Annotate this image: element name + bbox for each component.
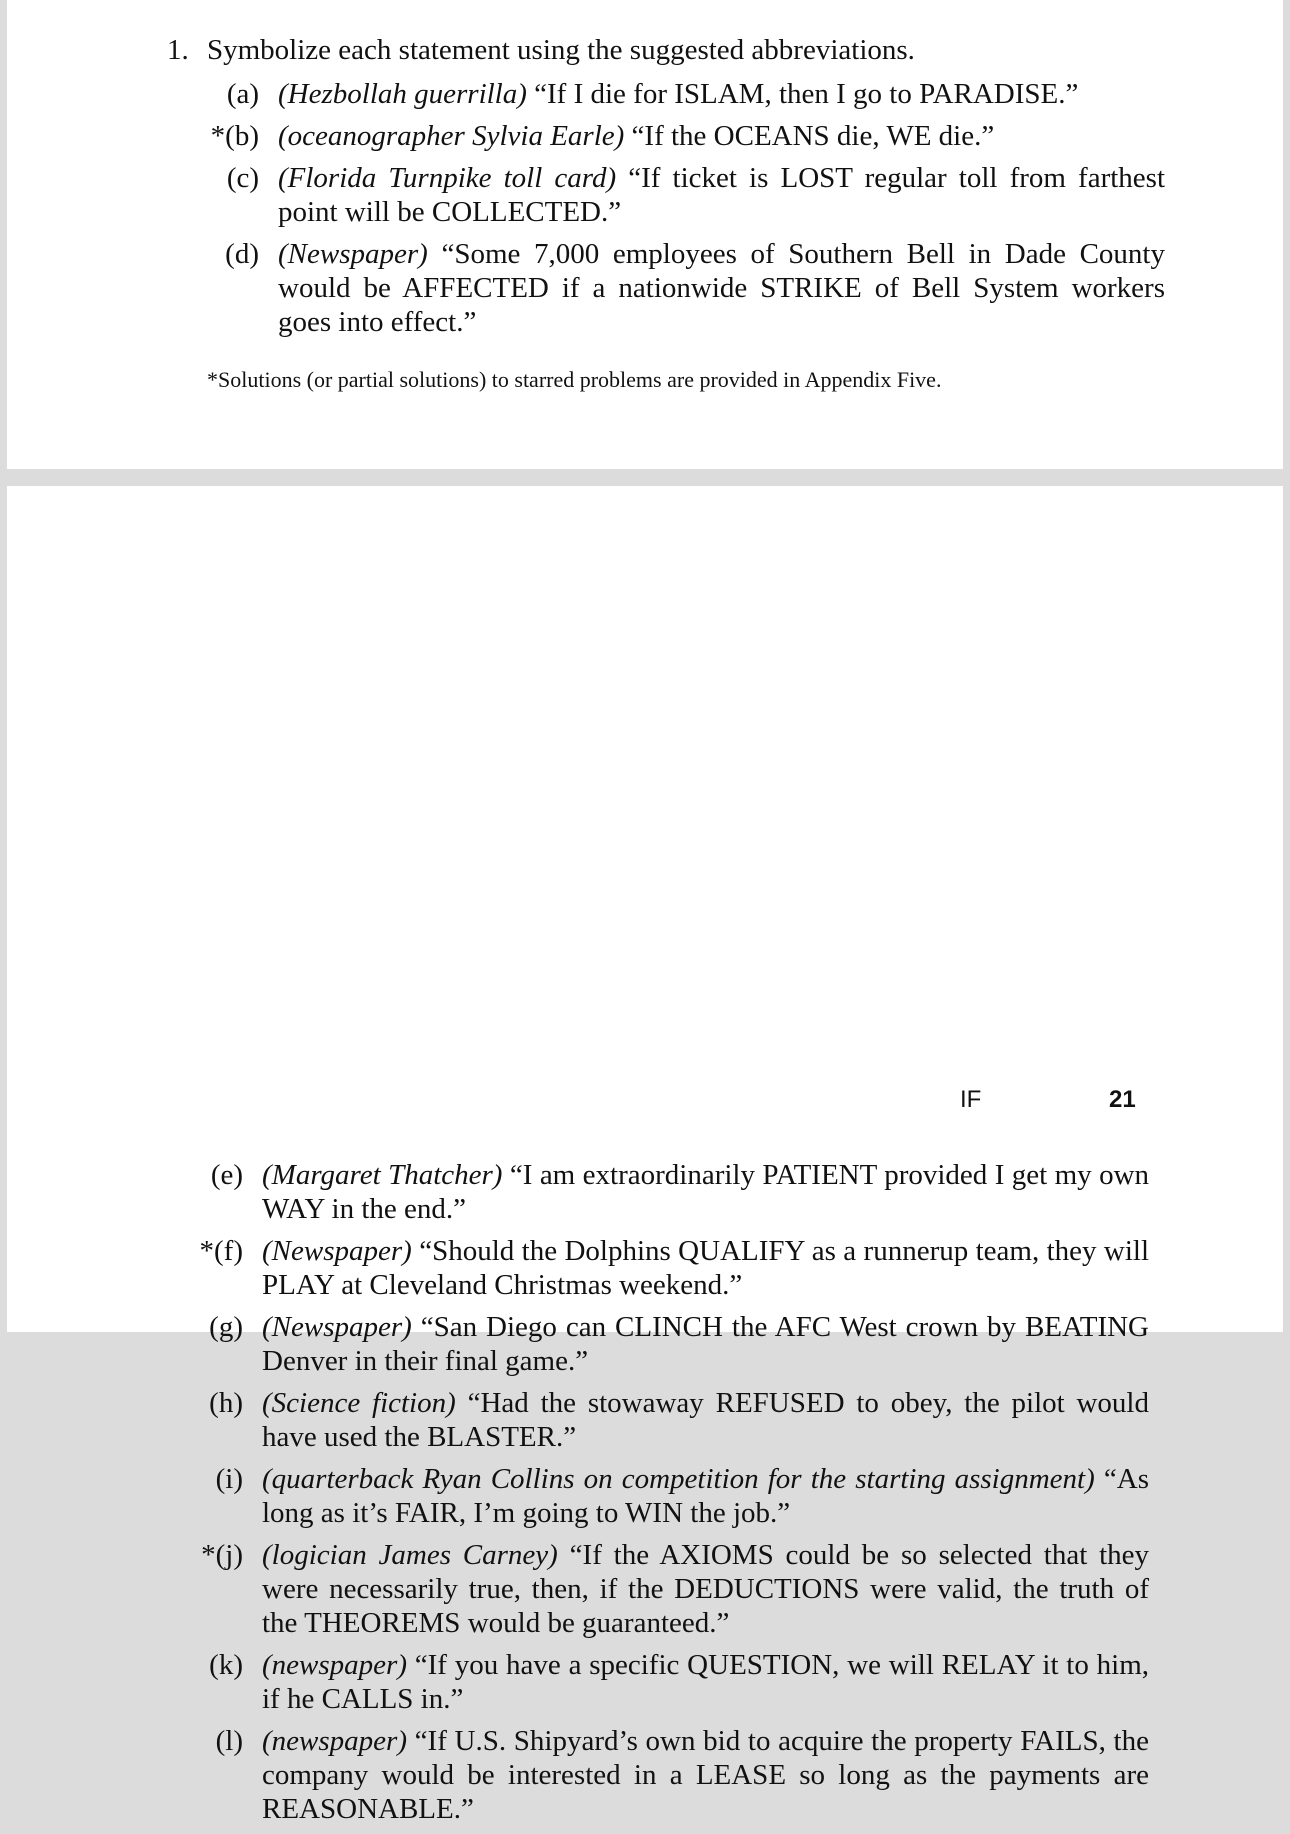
exercise-list-bottom (183, 1158, 1149, 1834)
item-source: (Florida Turnpike toll card) (278, 162, 617, 194)
exercise-item (183, 1648, 1149, 1716)
exercise-item (199, 77, 1165, 111)
footnote: *Solutions (or partial solutions) to starred problems are provided in Appendix Five. (207, 367, 942, 392)
problem-heading (167, 33, 915, 67)
item-quote: “If ticket is LOST regular toll from farthest point will be COLLECTED.” (278, 162, 1166, 228)
item-quote: “Some 7,000 employees of Southern Bell in Dade County would be AFFECTED if a nationwide STRIKE of Bell System workers goes into effect.” (278, 238, 1165, 338)
page-bottom (7, 486, 1283, 1825)
item-label: (k) (209, 1649, 243, 1681)
item-label: *(f) (199, 1235, 243, 1267)
exercise-item (199, 119, 1165, 153)
item-source: (Hezbollah guerrilla) (278, 78, 527, 110)
exercise-item (199, 237, 1165, 339)
item-source: (newspaper) (262, 1649, 407, 1681)
item-quote: “San Diego can CLINCH the AFC West crown by BEATING Denver in their final game.” (262, 1311, 1150, 1377)
item-quote: “I am extraordinarily PATIENT provided I get my own WAY in the end.” (262, 1159, 1150, 1225)
running-head-title: IF (960, 1086, 982, 1113)
exercise-item (183, 1234, 1149, 1302)
item-quote: “Had the stowaway REFUSED to obey, the pilot would have used the BLASTER.” (262, 1387, 1149, 1453)
item-source: (Margaret Thatcher) (262, 1159, 503, 1191)
exercise-item (183, 1724, 1149, 1826)
item-label: (h) (209, 1387, 243, 1419)
item-source: (quarterback Ryan Collins on competition for the starting assignment) (262, 1463, 1095, 1495)
page-top (7, 0, 1283, 469)
exercise-list-top (199, 77, 1165, 347)
item-quote: “Should the Dolphins QUALIFY as a runnerup team, they will PLAY at Cleveland Christmas weekend.” (262, 1235, 1150, 1301)
item-source: (Newspaper) (262, 1311, 412, 1343)
item-label: (d) (225, 238, 259, 270)
exercise-item (183, 1158, 1149, 1226)
item-quote: “As long as it’s FAIR, I’m going to WIN the job.” (262, 1463, 1149, 1529)
item-source: (Newspaper) (262, 1235, 412, 1267)
item-label: (i) (215, 1463, 243, 1495)
item-quote: “If the AXIOMS could be so selected that they were necessarily true, then, if the DEDUCTIONS were valid, the truth of the THEOREMS would be guaranteed.” (262, 1539, 1150, 1639)
exercise-item (183, 1310, 1149, 1378)
item-label: (g) (209, 1311, 243, 1343)
problem-instruction: Symbolize each statement using the suggested abbreviations. (207, 34, 915, 66)
item-quote: “If U.S. Shipyard’s own bid to acquire the property FAILS, the company would be interested in a LEASE so long as the payments are REASONABLE.” (262, 1725, 1149, 1825)
item-source: (Science fiction) (262, 1387, 456, 1419)
item-label: (c) (226, 162, 259, 194)
item-source: (oceanographer Sylvia Earle) (278, 120, 625, 152)
page-number: 21 (1109, 1086, 1136, 1113)
item-quote: “If you have a specific QUESTION, we will RELAY it to him, if he CALLS in.” (262, 1649, 1150, 1715)
exercise-item (183, 1538, 1149, 1640)
item-quote: “If the OCEANS die, WE die.” (631, 120, 995, 152)
item-label: *(j) (201, 1539, 243, 1571)
item-source: (newspaper) (262, 1725, 407, 1757)
item-source: (Newspaper) (278, 238, 428, 270)
exercise-item (183, 1386, 1149, 1454)
item-label: (e) (210, 1159, 243, 1191)
item-label: *(b) (210, 120, 259, 152)
exercise-item (183, 1462, 1149, 1530)
item-label: (a) (226, 78, 259, 110)
item-source: (logician James Carney) (262, 1539, 558, 1571)
item-quote: “If I die for ISLAM, then I go to PARADISE.” (534, 78, 1079, 110)
exercise-item (199, 161, 1165, 229)
problem-number: 1. (167, 34, 189, 66)
item-label: (l) (215, 1725, 243, 1757)
